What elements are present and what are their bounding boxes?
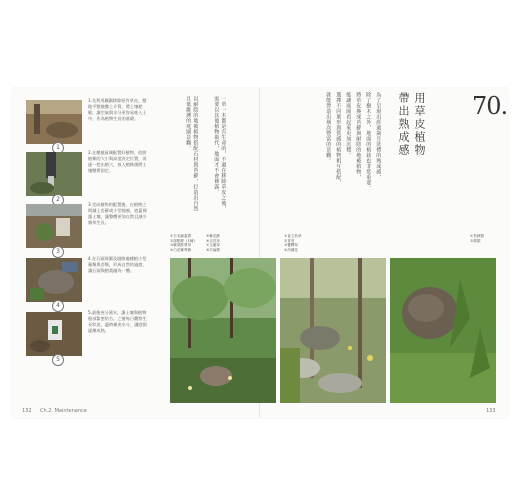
title-line-1: 用草皮植物 bbox=[413, 92, 426, 157]
caption-block-2 bbox=[206, 234, 240, 252]
step-number-3: 3 bbox=[52, 246, 64, 258]
step-text-3: 3.完成植物的配置後，在植物之間鋪上苔蘚或小型地被，遮蓋裸露土壤，讓整體更加自然且減少雜草生長。 bbox=[88, 202, 147, 225]
caption-line: ⑥吉祥草 bbox=[206, 238, 221, 243]
left-body-column-2: 以耐陰的地被植物搭配石材與苔蘚，打造出自然且低維護的庭園景觀。 bbox=[185, 96, 199, 212]
step-photo-4 bbox=[26, 258, 82, 302]
caption-line: ④吊鐘花 bbox=[284, 247, 299, 252]
caption-line: ②蕨類 bbox=[470, 238, 481, 243]
step-text-5: 5.最後充分澆水，讓土壤與植物根部緊密結合。之後每日觀察生長狀況，適時補充水分，讓庭園逐漸成熟。 bbox=[88, 310, 147, 333]
caption-line: ①直立苔草 bbox=[284, 234, 302, 238]
step-number-5: 5 bbox=[52, 354, 64, 366]
caption-line: ②斑點蕨（1種） bbox=[170, 238, 198, 243]
right-body-column-2: 除了樹木之外，地面的植栽也非常重要。 bbox=[365, 92, 372, 191]
caption-line: ⑤紫花蘚 bbox=[206, 234, 221, 238]
title-line-2: 帶出熟成感 bbox=[397, 92, 410, 157]
caption-line: ②青苔 bbox=[284, 238, 295, 243]
step-number-4: 4 bbox=[52, 300, 64, 312]
caption-line: ④白花紫萼蘚 bbox=[170, 247, 192, 252]
caption-block-3 bbox=[284, 234, 318, 252]
caption-line: ③紫葉酢漿草 bbox=[170, 243, 192, 248]
step-photo-5 bbox=[26, 312, 82, 356]
chapter-number: 70. bbox=[472, 92, 508, 120]
garden-photo-moss-path bbox=[280, 258, 386, 403]
caption-line: ⑧羊齒蕨 bbox=[206, 247, 221, 252]
step-number-2: 2 bbox=[52, 194, 64, 206]
step-photo-3 bbox=[26, 204, 82, 248]
step-text-2: 2.在種植區域配置好植物，依照植株的大小與高度決定位置，再逐一挖出植穴，放入植株後將土壤壓實固定。 bbox=[88, 150, 147, 173]
garden-photo-stone-moss bbox=[390, 258, 496, 403]
step-photo-2 bbox=[26, 152, 82, 196]
garden-photo-shade-plants bbox=[170, 258, 276, 403]
step-number-1: 1 bbox=[52, 142, 64, 154]
caption-line: ①苔蘚類 bbox=[470, 234, 485, 238]
left-running-head: Ch.2. Maintenance bbox=[40, 408, 87, 414]
caption-block-4 bbox=[470, 234, 504, 243]
right-body-column-1: 為了呈現出經過歲月洗禮的熟成感， bbox=[375, 92, 382, 180]
left-body-column-1: 一草一木都是有生命的，不過在移除草皮之後，需要以其他植物取代，地面才不會裸露。 bbox=[213, 96, 227, 212]
caption-line: ③寶鐸草 bbox=[284, 243, 299, 248]
right-body-column-6: 就能營造出層次豐富的景觀。 bbox=[325, 92, 332, 164]
right-body-column-5: 選擇不同葉形與質感的植物相互搭配， bbox=[335, 92, 342, 186]
caption-line: ①日本蹄蓋蕨 bbox=[170, 234, 192, 238]
step-text-4: 4.在石頭周圍及縫隙處種植小型蕨類與苔類，形成自然的過渡，讓石頭與植栽融為一體。 bbox=[88, 256, 147, 273]
step-text-1: 1.先利用鐵鍬移除原有草皮，整地平整後撒上介質，將土壤耙鬆，讓空氣與水分更容易進入土中，作為植物生長的基礎。 bbox=[88, 98, 147, 121]
right-body-column-3: 將草皮換成苔蘚與耐陰的地被植物， bbox=[355, 92, 362, 180]
step-photo-1 bbox=[26, 100, 82, 144]
caption-line: ⑦玉龍草 bbox=[206, 243, 221, 248]
left-folio: 132 bbox=[22, 408, 32, 414]
right-folio: 133 bbox=[486, 408, 496, 414]
right-body-column-4: 能讓庭園看起來更加沉穩。 bbox=[345, 92, 352, 158]
caption-block-1 bbox=[170, 234, 204, 252]
